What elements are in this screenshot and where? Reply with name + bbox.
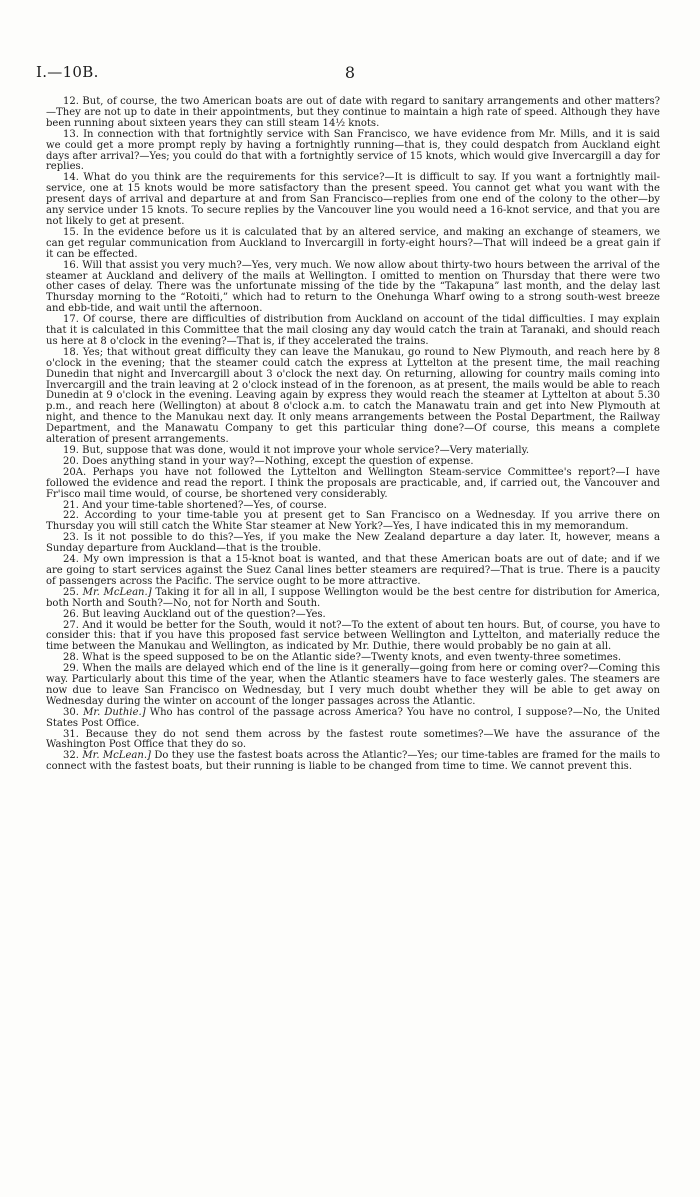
paragraph-23: 23. Is it not possible to do this?—Yes, if you make the New Zealand departure a day later. It, however, means a Sunday departure from Auckland—that is the trouble. [46, 532, 660, 555]
paragraph-28: 28. What is the speed supposed to be on the Atlantic side?—Twenty knots, and even twenty-three sometimes. [63, 652, 622, 664]
paragraph-24: 24. My own impression is that a 15-knot boat is wanted, and that these American boats are out of date; and if we are going to start services against the Suez Canal lines better steamers are required?—That is true. There is a paucity of passengers across the Pacific. The service ought to be more attractive. [46, 554, 660, 587]
paragraph-29: 29. When the mails are delayed which end of the line is it generally—going from here or coming over?—Coming this way. Particularly about this time of the year, when the Atlantic steamers have to face westerly gales. The steamers are now due to leave San Francisco on Wednesday, but I very much doubt whether they will be able to get away on Wednesday during the winter on account of the longer passages across the Atlantic. [46, 663, 660, 707]
document-reference: I.—10B. [36, 63, 99, 81]
paragraph-number: 32. [63, 750, 83, 762]
paragraph-21: 21. And your time-table shortened?—Yes, of course. [63, 499, 327, 511]
paragraph-12: 12. But, of course, the two American boats are out of date with regard to sanitary arrangements and other matters?—They are not up to date in their appointments, but they continue to maintain a high rate of speed. Although they have been running about sixteen years they can still steam 14½ knots. [46, 96, 660, 129]
speaker-label: Mr. McLean.] [82, 750, 151, 762]
page-number: 8 [344, 63, 356, 82]
paragraph-16: 16. Will that assist you very much?—Yes, very much. We now allow about thirty-two hours between the arrival of the steamer at Auckland and delivery of the mails at Wellington. I omitted to mention on Thursday that there were two other cases of delay. There was the unfortunate missing of the tide by the “Takapuna” last month, and the delay last Thursday morning to the “Rotoiti,” which had to return to the Onehunga Wharf owing to a strong south-west breeze and ebb-tide, and wait until the afternoon. [46, 259, 660, 315]
paragraph-text: Taking it for all in all, I suppose Wellington would be the best centre for distribution for America, both North and South?—No, not for North and South. [46, 586, 661, 609]
paragraph-20: 20. Does anything stand in your way?—Nothing, except the question of expense. [63, 455, 474, 467]
paragraph-31: 31. Because they do not send them across by the fastest route sometimes?—We have the assurance of the Washington Post Office that they do so. [46, 728, 660, 751]
paragraph-25 [46, 588, 660, 610]
paragraph-27: 27. And it would be better for the South, would it not?—To the extent of about ten hours. But, of course, you have to consider this: that if you have this proposed fast service between Wellington and Lyttelton, and materially reduce the time between the Manukau and Wellington, as indicated by Mr. Duthie, there would probably be no gain at all. [46, 619, 660, 653]
paragraph-number: 30. [63, 706, 84, 718]
paragraph-18: 18. Yes; that without great difficulty they can leave the Manukau, go round to New Plymouth, and reach here by 8 o'clock in the evening; that the steamer could catch the express at Lyttelton at the present time, the mail reaching Dunedin that night and Invercargill about 3 o'clock the next day. On returning, allowing for country mails coming into Invercargill and the train leaving at 2 o'clock instead of in the forenoon, as at present, the mails would be able to reach Dunedin at 9 o'clock in the evening. Leaving again by express they would reach the steamer at Lyttelton at about 5.30 p.m., and reach here (Wellington) at about 8 o'clock a.m. to catch the Manawatu train and get into New Plymouth at night, and thence to the Manukau next day. It only means arrangements between the Postal Department, the Railway Department, and the Manawatu Company to get this particular thing done?—Of course, this means a complete alteration of present arrangements. [46, 346, 660, 446]
page-header [36, 63, 664, 87]
paragraph-17: 17. Of course, there are difficulties of distribution from Auckland on account of the tidal difficulties. I may explain that it is calculated in this Committee that the mail closing any day would catch the train at Taranaki, and should reach us here at 8 o'clock in the evening?—That is, if they accelerated the trains. [46, 314, 660, 347]
paragraph-32 [46, 751, 660, 773]
paragraph-14: 14. What do you think are the requirements for this service?—It is difficult to say. If you want a fortnightly mail-service, one at 15 knots would be more satisfactory than the present speed. You cannot get what you want with the present days of arrival and departure at and from San Francisco—replies from one end of the colony to the other—by any service under 15 knots. To secure replies by the Vancouver line you would need a 16-knot service, and that you are not likely to get at present. [46, 172, 660, 227]
paragraph-19: 19. But, suppose that was done, would it not improve your whole service?—Very materially. [63, 445, 530, 456]
speaker-label: Mr. McLean.] [82, 586, 152, 598]
paragraph-20a: 20A. Perhaps you have not followed the Lyttelton and Wellington Steam-service Committee's report?—I have followed the evidence and read the report. I think the proposals are practicable, and, if carried out, the Vancouver and Fr'isco mail time would, of course, be shortened very considerably. [46, 466, 660, 500]
paragraph-22: 22. According to your time-table you at present get to San Francisco on a Wednesday. If you arrive there on Thursday you will still catch the White Star steamer at New York?—Yes, I have indicated this in my memorandum. [46, 510, 660, 533]
paragraph-number: 25. [63, 586, 83, 598]
paragraph-26: 26. But leaving Auckland out of the question?—Yes. [63, 608, 326, 620]
paragraph-30 [46, 708, 660, 730]
paragraph-text: Do they use the fastest boats across the Atlantic?—Yes; our time-tables are framed for the mails to connect with the fastest boats, but their running is liable to be changed from time to time. We cannot prevent this. [46, 750, 660, 773]
document-body [46, 97, 660, 773]
paragraph-text: Who has control of the passage across America? You have no control, I suppose?—No, the United States Post Office. [46, 706, 661, 729]
paragraph-15: 15. In the evidence before us it is calculated that by an altered service, and making an exchange of steamers, we can get regular communication from Auckland to Invercargill in forty-eight hours?—That will indeed be a great gain if it can be effected. [46, 226, 660, 260]
speaker-label: Mr. Duthie.] [83, 706, 146, 718]
paragraph-13: 13. In connection with that fortnightly service with San Francisco, we have evidence from Mr. Mills, and it is said we could get a more prompt reply by having a fortnightly running—that is, they could despatch from Auckland eight days after arrival?—Yes; you could do that with a fortnightly service of 15 knots, which would give Invercargill a day for replies. [46, 128, 660, 173]
